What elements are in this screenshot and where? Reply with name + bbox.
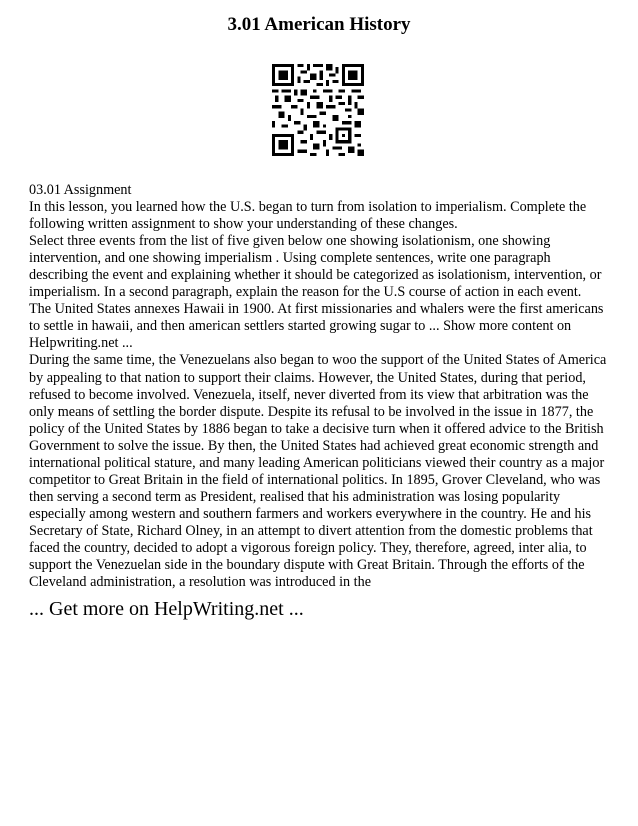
qr-code-icon <box>272 64 364 156</box>
assignment-heading: 03.01 Assignment <box>29 182 132 198</box>
page-title: 3.01 American History <box>227 14 411 35</box>
get-more-link[interactable]: ... Get more on HelpWriting.net ... <box>29 598 304 620</box>
paragraph: During the same time, the Venezuelans also began to woo the support of the United States of America by appealing to that nation to support their claims. However, the United States, during that period, refused to become involved. Venezuela, itself, never diverted from its view that arbitration was the only means of settling the border dispute. Despite its refusal to be involved in the issue in 1877, the policy of the United States by 1886 began to take a decisive turn when it offered advice to the British Government to solve the issue. By then, the United States had achieved great economic strength and international political stature, and many leading American politicians viewed their country as a major competitor to Great Britain in the field of international politics. In 1895, Grover Cleveland, who was then serving a second term as President, realised that his administration was losing popularity especially among western and southern farmers and workers everywhere in the country. He and his Secretary of State, Richard Olney, in an attempt to divert attention from the domestic problems that faced the country, decided to adopt a vigorous foreign policy. They, therefore, agreed, inter alia, to support the Venezuelan side in the boundary dispute with Great Britain. Through the efforts of the Cleveland administration, a resolution was introduced in the <box>29 352 607 591</box>
paragraph: Select three events from the list of five given below one showing isolationism, one showing intervention, and one showing imperialism . Using complete sentences, write one paragraph describing the event and explaining whether it should be categorized as isolationism, intervention, or imperialism. In a second paragraph, explain the reason for the U.S course of action in each event. <box>29 233 602 301</box>
document-body <box>29 182 607 591</box>
paragraph: In this lesson, you learned how the U.S. began to turn from isolation to imperialism. Complete the following written assignment to show your understanding of these changes. <box>29 199 587 233</box>
paragraph: The United States annexes Hawaii in 1900. At first missionaries and whalers were the first americans to settle in hawaii, and then american settlers started growing sugar to ... Show more content on Helpwriting.net ... <box>29 301 604 352</box>
